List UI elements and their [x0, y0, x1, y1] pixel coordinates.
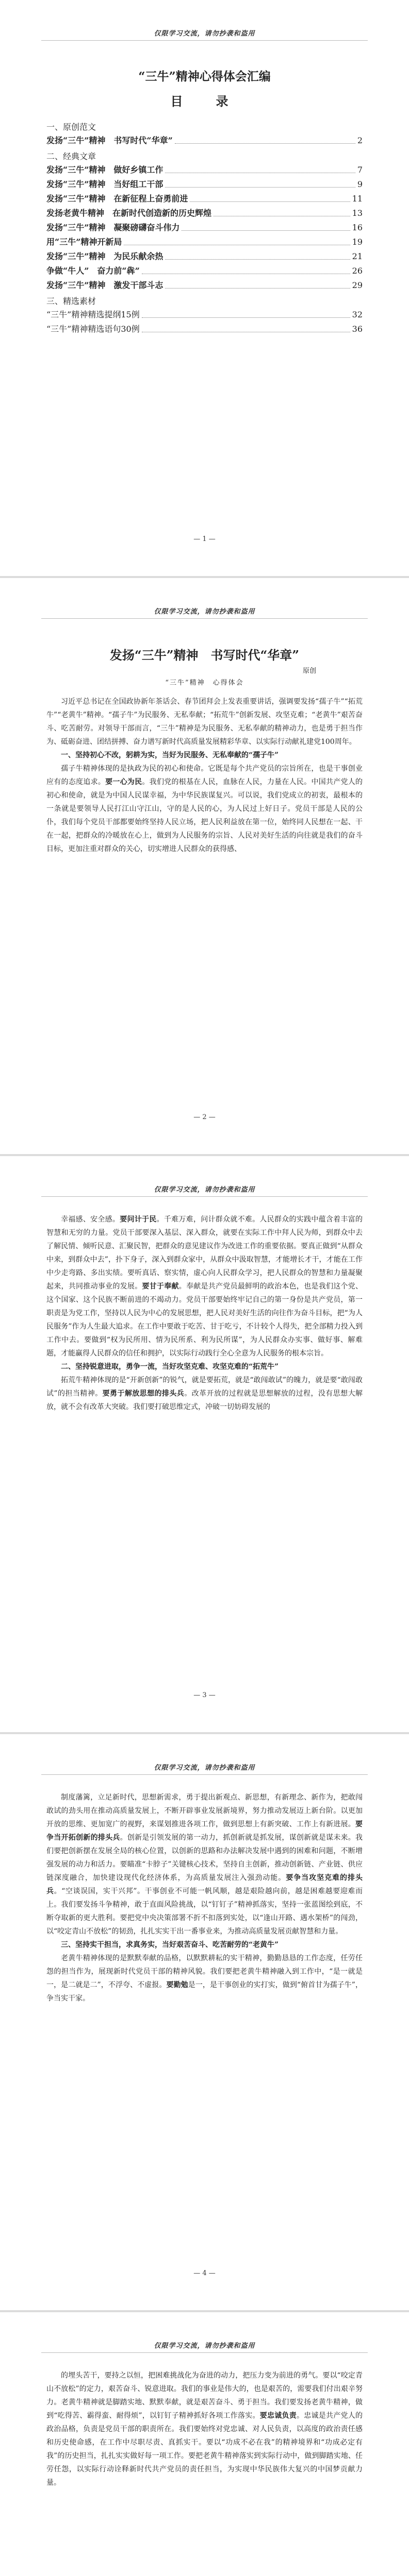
body-paragraph: 制度藩篱，立足新时代，思想新需求，勇于提出新观点、新思想，有新理念、新作为，把敢闯敢试的劲头用在推动高质量发展上，不断开辟事业发展新境界，努力推动发展迈上新台阶。以更加开放的思维、更加宽广的视野，来谋划推进各项工作，做到思想上有新突破、工作上有新进展。要争当开拓创新的排头兵。创新是引领发展的第一动力，抓创新就是抓发展，谋创新就是谋未来。我们要把创新摆在发展全局的核心位置，以创新的思路和办法解决发展中遇到的困难和问题，不断增强发展的动力和活力。要瞄准“卡脖子”关键核心技术，坚持自主创新，推动创新链、产业链、供应链深度融合，加快建设现代化经济体系，为高质量发展注入强劲动能。要争当攻坚克难的排头兵。“空谈误国，实干兴邦”。干事创业不可能一帆风顺，越是艰险越向前，越是困难越要迎难而上。我们要发扬斗争精神，敢于直面风险挑战，以“钉钉子”精神抓落实，坚持一张蓝图绘到底，不断夺取新的更大胜利。要把党中央决策部署不折不扣落到实处，以“逢山开路、遇水架桥”的闯劲，以“咬定青山不放松”的韧劲，扎扎实实干出一番事业来，为推动高质量发展贡献智慧和力量。 [46, 1793, 363, 1936]
page-header: 仅限学习交流，请勿抄袭和盗用 [154, 1764, 255, 1772]
toc-entry-page: 16 [352, 223, 363, 232]
page-header: 仅限学习交流，请勿抄袭和盗用 [154, 608, 255, 616]
toc-entry-title: “三牛”精神精选提纲15例 [46, 310, 140, 319]
body-paragraph: 习近平总书记在全国政协新年茶话会、春节团拜会上发表重要讲话，强调要发扬“孺子牛”“拓荒牛”“老黄牛”精神。“孺子牛”为民服务、无私奉献；“拓荒牛”创新发展、攻坚克难；“老黄牛”艰苦奋斗、吃苦耐劳。对领导干部而言，“三牛”精神是为民服务、无私奉献的精神动力，也是勇于担当作为、砥砺奋进、团结拼搏、奋力谱写新时代高质量发展精彩华章、以实际行动献礼建党100周年。 [46, 698, 363, 746]
toc-leader-dots [165, 249, 350, 260]
header-divider [41, 2352, 368, 2353]
toc-entry[interactable] [46, 192, 363, 206]
page-number: — 1 — [193, 535, 216, 543]
page-number: — 4 — [193, 2269, 216, 2277]
toc-leader-dots [175, 133, 355, 144]
page-content [46, 1791, 363, 2005]
toc-entry[interactable] [46, 264, 363, 278]
toc-entry-page: 36 [352, 324, 363, 334]
page-header: 仅限学习交流，请勿抄袭和盗用 [154, 1186, 255, 1194]
body-paragraph: 的埋头苦干，要持之以恒，把困难挑战化为奋进的动力，把压力变为前进的勇气。要以“咬定青山不放松”的定力，艰苦奋斗、锐意进取。我们的事业是伟大的，也是艰苦的，需要我们付出艰辛努力。老黄牛精神就是脚踏实地、默默奉献，就是艰苦奋斗、勇于担当。我们要发扬老黄牛精神，做到“吃得苦、霸得蛮、耐得烦”，以钉钉子精神抓好各项工作落实。要忠诚负责。忠诚是共产党人的政治品格，负责是党员干部的职责所在。我们要始终对党忠诚、对人民负责，以高度的政治责任感和历史使命感，在工作中尽职尽责、真抓实干。要以“功成不必在我”的精神境界和“功成必定有我”的历史担当，扎扎实实做好每一项工作。要把老黄牛精神落实到实际行动中，做到脚踏实地、任劳任怨，以实际行动诠释新时代共产党员的责任担当，为实现中华民族伟大复兴的中国梦贡献力量。 [46, 2371, 363, 2487]
section-heading [46, 749, 363, 762]
article-body [46, 1213, 363, 1414]
page-content [46, 635, 363, 856]
emphasis-text: 一、坚持初心不改，躬耕为实，当好为民服务、无私奉献的“孺子牛” [61, 751, 279, 759]
emphasis-text: 要勇于解放思想的排头兵 [102, 1389, 185, 1398]
toc-entry-title: 争做“牛人” 奋力前“犇” [46, 266, 140, 276]
article-body [46, 695, 363, 856]
section-heading [46, 1938, 363, 1952]
toc-section-label: 三、精选素材 [46, 296, 96, 306]
toc-entry[interactable] [46, 133, 363, 148]
article-byline: 原创 [302, 667, 316, 675]
emphasis-text: 要一心为民 [105, 778, 142, 786]
toc-leader-dots [142, 322, 350, 332]
article-author: “三牛”精神 心得体会 [165, 679, 244, 687]
toc-section-label: 二、经典文章 [46, 151, 96, 161]
emphasis-text: 要争当开拓创新的排头兵 [46, 1820, 363, 1842]
emphasis-text: 要忠诚负责 [259, 2412, 297, 2420]
toc-leader-dots [190, 192, 350, 202]
article-title: 发扬“三牛”精神 书写时代“华章” [109, 648, 300, 663]
toc-entry-page: 32 [352, 310, 363, 319]
page-1 [0, 0, 409, 576]
toc-entry-title: 发扬“三牛”精神 激发干部斗志 [46, 280, 163, 290]
toc-entry-page: 21 [352, 251, 363, 261]
toc-entry-title: 发扬“三牛”精神 做好乡镇工作 [46, 165, 163, 175]
section-heading [46, 1360, 363, 1374]
header-divider [41, 1196, 368, 1197]
toc-entry-page: 11 [352, 194, 363, 204]
toc-content [46, 57, 363, 336]
article-body [46, 2369, 363, 2489]
toc-leader-dots [214, 206, 350, 216]
emphasis-text: 要问计于民 [120, 1215, 157, 1224]
page-5 [0, 2312, 409, 2576]
page-content [46, 1213, 363, 1414]
toc-entry-title: 发扬“三牛”精神 当好组工干部 [46, 179, 163, 189]
toc-entry[interactable] [46, 163, 363, 177]
document-title: “三牛”精神心得体会汇编 [138, 70, 271, 83]
page-4 [0, 1734, 409, 2310]
toc-entry[interactable] [46, 249, 363, 264]
toc-entry[interactable] [46, 278, 363, 293]
toc-entry-title: 用“三牛”精神开新局 [46, 237, 122, 247]
toc-entry-title: 发扬“三牛”精神 在新征程上奋勇前进 [46, 194, 188, 204]
header-divider [41, 618, 368, 619]
toc-leader-dots [165, 177, 355, 188]
body-paragraph: 幸福感、安全感。要问计于民。千难万难，问计群众就不难。人民群众的实践中蕴含着丰富的智慧和无穷的力量。党员干部要深入基层、深入群众，就要在实际工作中拜人民为师，到群众中去了解民情、倾听民意、汇聚民智，把群众的意见建议作为改进工作的重要依据。要真正做到“从群众中来，到群众中去”，扑下身子，深入到群众家中，从群众中汲取智慧，才能增长才干，才能在工作中少走弯路、多出实绩。要听真话、察实情，虚心向人民群众学习，把人民群众的智慧和力量凝聚起来，共同推动事业的发展。要甘于奉献。奉献是共产党员最鲜明的政治本色，也是我们这个党、这个国家、这个民族不断前进的不竭动力。党员干部要始终牢记自己的第一身份是共产党员，第一职责是为党工作，坚持以人民为中心的发展思想，把人民对美好生活的向往作为奋斗目标，把“为人民服务”作为人生最大追求。在工作中要敢于吃苦、甘于吃亏，不计较个人得失，把全部精力投入到工作中去。要做到“权为民所用、情为民所系、利为民所谋”，为人民群众办实事、做好事、解难题，才能赢得人民群众的信任和拥护，以实际行动践行全心全意为人民服务的根本宗旨。 [46, 1215, 363, 1358]
toc-entry-title: 发扬“三牛”精神 书写时代“华章” [46, 135, 173, 145]
page-number: — 3 — [193, 1691, 216, 1699]
toc-entry[interactable] [46, 322, 363, 336]
toc-entry-page: 2 [357, 135, 363, 145]
toc-entry-title: 发扬老黄牛精神 在新时代创造新的历史辉煌 [46, 208, 212, 218]
toc-leader-dots [182, 221, 350, 231]
body-paragraph: 孺子牛精神体现的是执政为民的初心和使命。它既是每个共产党员的宗旨所在，也是干事创业应有的态度追求。要一心为民。我们党的根基在人民，血脉在人民，力量在人民。中国共产党人的初心和使命，就是为中国人民谋幸福，为中华民族谋复兴。可以说，我们党成立的初衷，最根本的一条就是要领导人民打江山守江山，守的是人民的心，为人民过上好日子。党员干部是人民的公仆，我们每个党员干部都要始终坚持人民立场，把人民利益放在第一位，始终同人民想在一起、干在一起，把群众的冷暖放在心上，做到为人民服务的宗旨、人民对美好生活的向往就是我们的奋斗目标，更加注重对群众的关心，切实增进人民群众的获得感、 [46, 765, 363, 853]
emphasis-text: 三、坚持实干担当，求真务实，当好艰苦奋斗、吃苦耐劳的“老黄牛” [61, 1941, 279, 1949]
toc-leader-dots [142, 264, 350, 274]
toc-entry[interactable] [46, 177, 363, 192]
table-of-contents [46, 121, 363, 336]
toc-entry-page: 19 [352, 237, 363, 247]
page-number: — 2 — [193, 1113, 216, 1121]
header-divider [41, 40, 368, 41]
toc-heading: 目 录 [170, 94, 239, 109]
toc-entry-page: 7 [357, 165, 363, 175]
toc-entry[interactable] [46, 206, 363, 221]
toc-entry-page: 26 [352, 266, 363, 276]
toc-leader-dots [165, 278, 350, 289]
toc-entry-page: 9 [357, 179, 363, 189]
toc-entry-page: 13 [352, 208, 363, 218]
toc-entry-page: 29 [352, 280, 363, 290]
toc-entry[interactable] [46, 235, 363, 249]
page-3 [0, 1156, 409, 1732]
page-header: 仅限学习交流，请勿抄袭和盗用 [154, 30, 255, 38]
toc-entry[interactable] [46, 221, 363, 235]
body-paragraph: 老黄牛精神体现的是默默奉献的品格，以默默耕耘的实干精神，勤勤恳恳的工作态度，任劳任怨的担当作为，展现新时代党员干部的精神风貌。我们要把老黄牛精神融入到工作中，“是一就是一，是二就是二”，不浮夸、不虚报。要勤勉是一，是干事创业的实打实，做到“俯首甘为孺子牛”，争当实干家。 [46, 1954, 363, 2003]
page-content [46, 2369, 363, 2489]
body-paragraph: 拓荒牛精神体现的是“开新创新”的锐气，就是要拓荒，就是“敢闯敢试”的魄力，就是要“敢闯敢试”的担当精神。要勇于解放思想的排头兵。改革开放的过程就是思想解放的过程，没有思想大解放，就不会有改革大突破。我们要打破思维定式，冲破一切妨碍发展的 [46, 1376, 363, 1411]
toc-leader-dots [142, 308, 350, 318]
toc-entry-title: 发扬“三牛”精神 为民乐献余热 [46, 251, 163, 261]
toc-entry[interactable] [46, 308, 363, 322]
emphasis-text: 二、坚持锐意进取，勇争一流，当好攻坚克难、攻坚克难的“拓荒牛” [61, 1363, 279, 1371]
emphasis-text: 要甘于奉献 [142, 1282, 179, 1291]
toc-entry-title: 发扬“三牛”精神 凝聚磅礴奋斗伟力 [46, 223, 180, 232]
emphasis-text: 要勤勉 [166, 1981, 188, 1989]
toc-section-label: 一、原创范文 [46, 122, 96, 132]
header-divider [41, 1774, 368, 1775]
toc-leader-dots [165, 163, 355, 173]
article-body [46, 1791, 363, 2005]
toc-entry-title: “三牛”精神精选语句30例 [46, 324, 140, 334]
emphasis-text: 要争当攻坚克难的排头兵 [46, 1874, 363, 1895]
toc-leader-dots [124, 235, 350, 245]
page-2 [0, 578, 409, 1154]
page-header: 仅限学习交流，请勿抄袭和盗用 [154, 2342, 255, 2350]
